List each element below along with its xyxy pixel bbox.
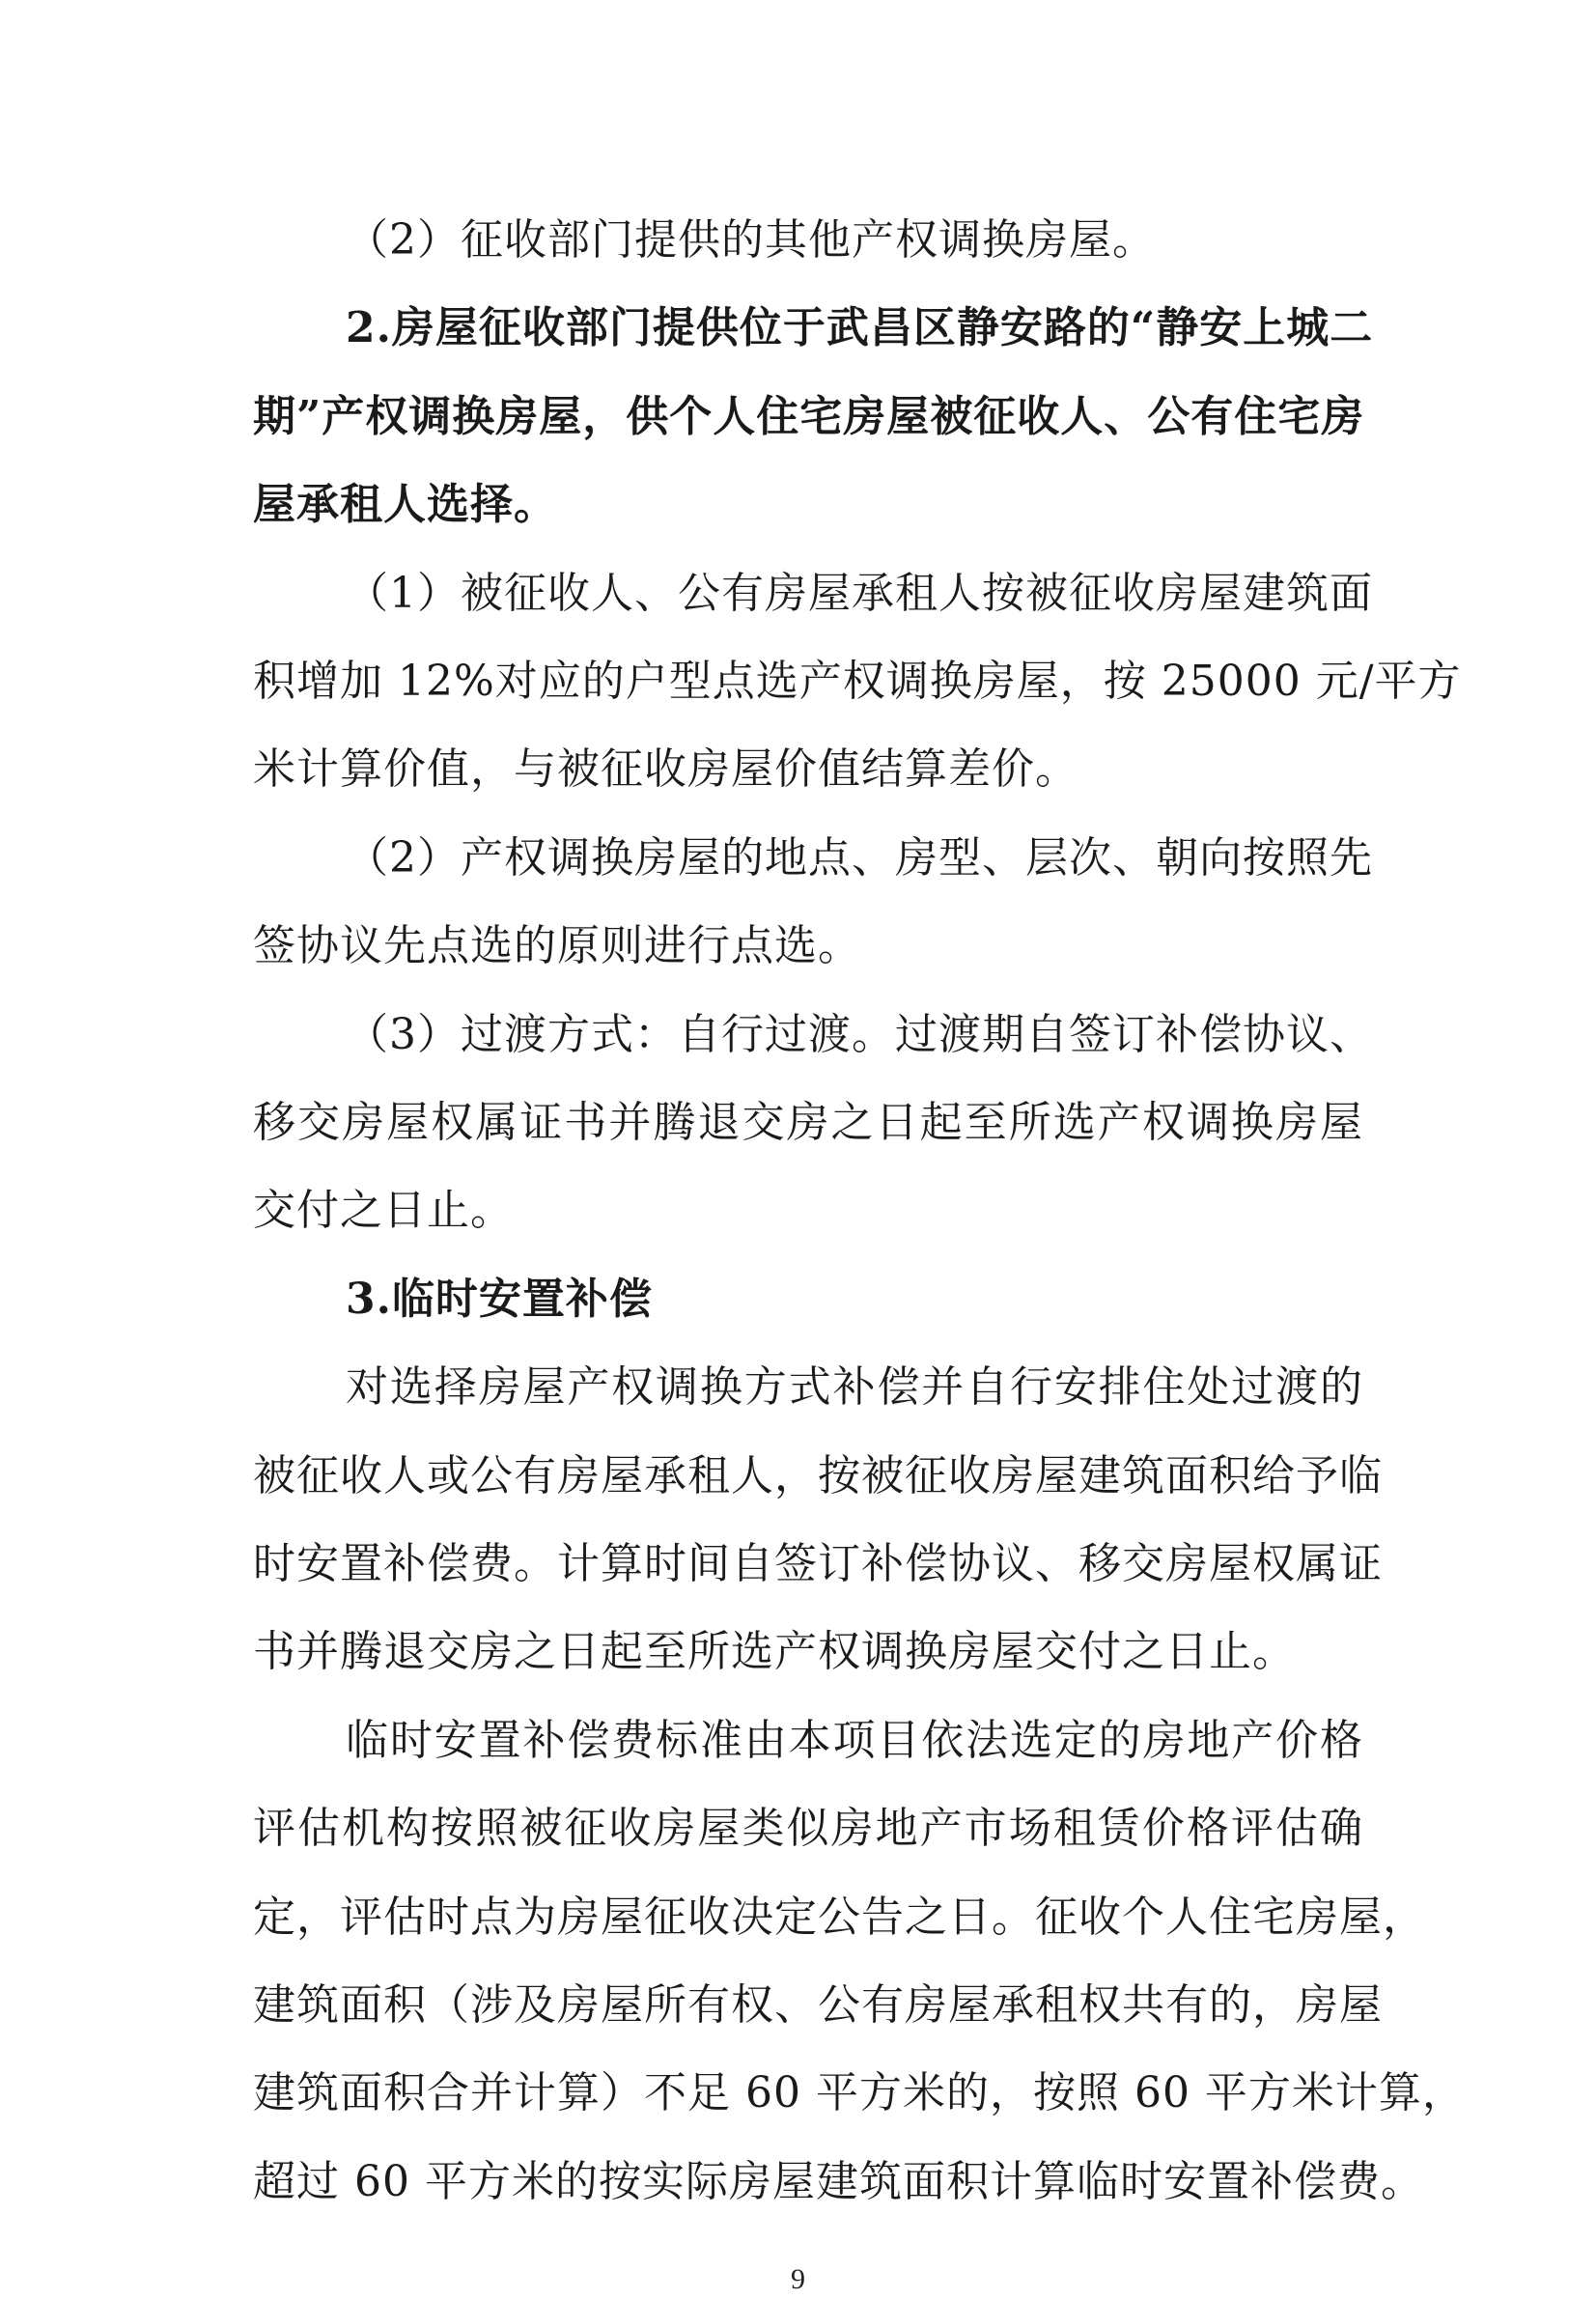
paragraph-3-line-1: （3）过渡方式：自行过渡。过渡期自签订补偿协议、 bbox=[346, 1010, 1373, 1059]
paragraph-3-line-3: 交付之日止。 bbox=[253, 1186, 514, 1235]
list-item-2-other-housing: （2）征收部门提供的其他产权调换房屋。 bbox=[346, 215, 1156, 265]
paragraph-5-line-1: 临时安置补偿费标准由本项目依法选定的房地产价格 bbox=[346, 1716, 1363, 1765]
paragraph-2-line-2: 签协议先点选的原则进行点选。 bbox=[253, 921, 861, 970]
paragraph-4-line-1: 对选择房屋产权调换方式补偿并自行安排住处过渡的 bbox=[346, 1362, 1363, 1412]
paragraph-5-line-4: 建筑面积（涉及房屋所有权、公有房屋承租权共有的，房屋 bbox=[253, 1980, 1383, 2030]
section-2-heading-line-2: 期”产权调换房屋，供个人住宅房屋被征收人、公有住宅房 bbox=[253, 392, 1365, 441]
paragraph-1-line-1: （1）被征收人、公有房屋承租人按被征收房屋建筑面 bbox=[346, 569, 1373, 618]
paragraph-4-line-3: 时安置补偿费。计算时间自签订补偿协议、移交房屋权属证 bbox=[253, 1539, 1383, 1588]
paragraph-5-line-3: 定，评估时点为房屋征收决定公告之日。征收个人住宅房屋， bbox=[253, 1892, 1426, 1942]
paragraph-5-line-2: 评估机构按照被征收房屋类似房地产市场租赁价格评估确 bbox=[253, 1804, 1363, 1853]
paragraph-2-line-1: （2）产权调换房屋的地点、房型、层次、朝向按照先 bbox=[346, 833, 1373, 883]
paragraph-1-line-3: 米计算价值，与被征收房屋价值结算差价。 bbox=[253, 744, 1078, 794]
paragraph-3-line-2: 移交房屋权属证书并腾退交房之日起至所选产权调换房屋 bbox=[253, 1098, 1363, 1147]
section-2-heading-line-3: 屋承租人选择。 bbox=[253, 480, 557, 529]
section-3-heading: 3.临时安置补偿 bbox=[346, 1275, 653, 1324]
section-2-heading-line-1: 2.房屋征收部门提供位于武昌区静安路的“静安上城二 bbox=[346, 303, 1374, 352]
paragraph-5-line-6: 超过 60 平方米的按实际房屋建筑面积计算临时安置补偿费。 bbox=[253, 2157, 1424, 2206]
paragraph-4-line-4: 书并腾退交房之日起至所选产权调换房屋交付之日止。 bbox=[253, 1627, 1296, 1676]
paragraph-1-line-2: 积增加 12%对应的户型点选产权调换房屋，按 25000 元/平方 bbox=[253, 657, 1462, 706]
page-number: 9 bbox=[791, 2263, 805, 2295]
paragraph-5-line-5: 建筑面积合并计算）不足 60 平方米的，按照 60 平方米计算， bbox=[253, 2068, 1466, 2117]
paragraph-4-line-2: 被征收人或公有房屋承租人，按被征收房屋建筑面积给予临 bbox=[253, 1451, 1383, 1500]
